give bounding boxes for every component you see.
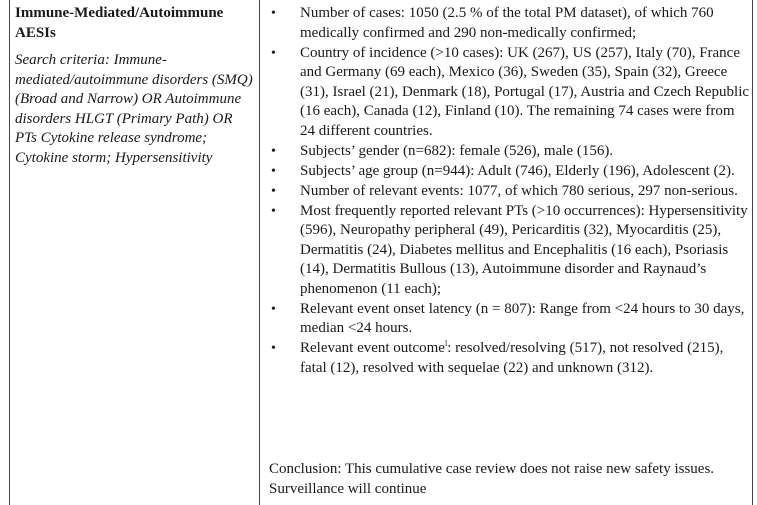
outcome-label: Relevant event outcome	[300, 340, 445, 356]
list-item: • Number of relevant events: 1077, of which 780 serious, 297 non-serious.	[269, 182, 753, 202]
bullet-icon: •	[271, 301, 276, 317]
footnote-marker: l	[444, 339, 448, 348]
bullet-icon: •	[271, 6, 276, 21]
aesi-table	[9, 0, 753, 505]
bullet-icon: •	[271, 341, 276, 356]
list-item: • Most frequently reported relevant PTs (>10 occurrences): Hypersensitivity (596), Neuropathy peripheral (49), Pericarditis (32), Myocarditis (25), Dermatitis (24), Diabetes mellitus and Encephalitis (16 each), Psoriasis (14), Dermatitis Bullous (13), Autoimmune disorder and Raynaud’s phenomenon (11 each);	[271, 202, 748, 297]
right-cell	[269, 4, 753, 379]
search-criteria: Search criteria: Immune-mediated/autoimmune disorders (SMQ) (Broad and Narrow) OR Autoimmune disorders HLGT (Primary Path) OR PTs Cytokine release syndrome; Cytokine storm; Hypersensitivity	[15, 52, 253, 166]
column-divider	[259, 0, 260, 505]
list-item: • Number of cases: 1050 (2.5 % of the total PM dataset), of which 760 medically confirmed and 290 non-medically confirmed;	[271, 5, 714, 41]
findings-list	[269, 4, 753, 378]
conclusion-text: Conclusion: This cumulative case review does not raise new safety issues. Surveillance will continue	[269, 461, 715, 497]
list-item: • Country of incidence (>10 cases): UK (267), US (257), Italy (70), France and Germany (69 each), Mexico (36), Sweden (35), Spain (32), Greece (31), Israel (21), Denmark (18), Portugal (17), Austria and Czech Republic (16 each), Canada (12), Finland (10). The remaining 74 cases were from 24 different countries.	[271, 44, 750, 139]
list-item: • Subjects’ age group (n=944): Adult (746), Elderly (196), Adolescent (2).	[269, 162, 753, 182]
list-item: • Subjects’ gender (n=682): female (526), male (156).	[269, 142, 753, 162]
bullet-icon: •	[271, 203, 276, 219]
bullet-icon: •	[271, 183, 276, 199]
bullet-icon: •	[271, 45, 276, 61]
bullet-icon: •	[271, 163, 276, 179]
left-cell	[15, 4, 253, 168]
bullet-icon: •	[271, 143, 276, 159]
list-item: • Relevant event onset latency (n = 807): Range from <24 hours to 30 days, median <24 hours.	[271, 300, 745, 336]
aesi-heading: Immune-Mediated/Autoimmune AESIs	[15, 5, 224, 41]
list-item-outcome	[269, 339, 753, 378]
outcome-text: : resolved/resolving (517), not resolved (215), fatal (12), resolved with sequelae (22) and unknown (312).	[300, 340, 724, 376]
